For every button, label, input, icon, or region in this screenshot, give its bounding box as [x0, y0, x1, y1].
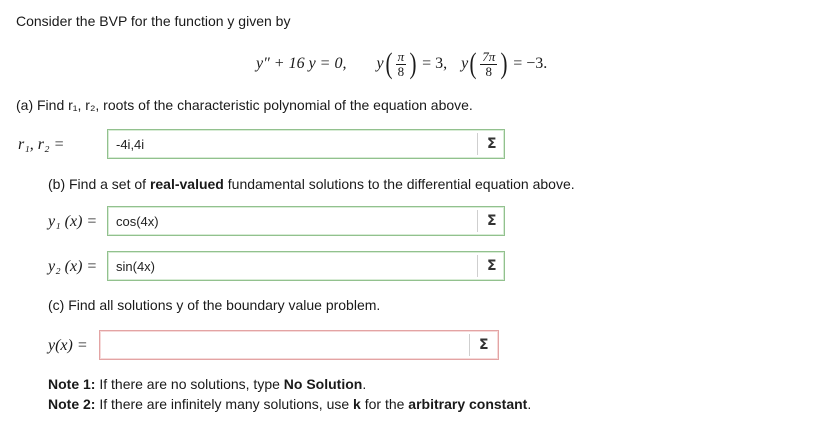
note-1-bold: No Solution [283, 376, 363, 392]
part-a-prompt: (a) Find r₁, r₂, roots of the characteristic polynomial of the equation above. [16, 97, 473, 113]
bc1-function: y [376, 55, 384, 72]
bc2-function: y [461, 55, 469, 72]
bc1-numerator: π [397, 48, 405, 64]
solution-input[interactable] [99, 330, 499, 360]
note-1-text: If there are no solutions, type [95, 376, 284, 392]
bc1-denominator: 8 [397, 63, 405, 79]
part-c-prompt: (c) Find all solutions y of the boundary value problem. [48, 297, 381, 313]
y2-input-value: sin(4x) [116, 258, 156, 274]
bvp-equation [256, 44, 547, 84]
y1-input-divider [477, 210, 478, 232]
part-b-prompt-pre: (b) Find a set of [48, 176, 150, 192]
bc2-rhs: = −3. [513, 55, 548, 72]
solution-label: y(x) = [48, 337, 88, 354]
note-1 [48, 376, 366, 392]
part-b-prompt-bold: real-valued [149, 176, 224, 192]
note-2-bold: arbitrary constant [408, 396, 528, 412]
part-b-prompt-post: fundamental solutions to the differential equation above. [223, 176, 575, 192]
bc2-denominator: 8 [485, 63, 492, 79]
note-2-end: . [527, 396, 532, 412]
y2-input[interactable] [107, 251, 505, 281]
note-1-end: . [362, 376, 367, 392]
note-1-label: Note 1: [48, 376, 96, 392]
y2-input-divider [477, 255, 478, 277]
note-2-k: k [353, 396, 361, 412]
note-2 [48, 396, 531, 412]
bc2-close-paren: ) [500, 47, 508, 80]
ode-expression: y″ + 16 y = 0, [256, 55, 347, 72]
part-a-label: r₁, r₂ = [18, 136, 65, 153]
bc1-open-paren: ( [385, 47, 393, 80]
y1-sigma-icon[interactable]: Σ [487, 213, 497, 229]
note-2-text: If there are infinitely many solutions, use [95, 396, 354, 412]
bc2-fraction [480, 50, 497, 79]
note-2-label: Note 2: [48, 396, 96, 412]
y1-label: y₁ (x) = [48, 213, 98, 230]
y1-input-value: cos(4x) [116, 213, 159, 229]
bc2-numerator: 7π [482, 48, 496, 64]
solution-input-divider [469, 334, 470, 356]
y2-label: y₂ (x) = [48, 258, 98, 275]
bc1-close-paren: ) [409, 47, 417, 80]
solution-sigma-icon[interactable]: Σ [479, 337, 489, 353]
part-b-prompt [48, 176, 575, 192]
roots-input-divider [477, 133, 478, 155]
intro-text: Consider the BVP for the function y given by [16, 13, 291, 29]
roots-sigma-icon[interactable]: Σ [487, 136, 497, 152]
roots-input[interactable] [107, 129, 505, 159]
bc1-rhs: = 3, [422, 55, 448, 72]
bc1-fraction [396, 50, 407, 79]
y2-sigma-icon[interactable]: Σ [487, 258, 497, 274]
note-2-mid: for the [360, 396, 409, 412]
y1-input[interactable] [107, 206, 505, 236]
bc2-open-paren: ( [469, 47, 477, 80]
roots-input-value: -4i,4i [116, 136, 145, 152]
